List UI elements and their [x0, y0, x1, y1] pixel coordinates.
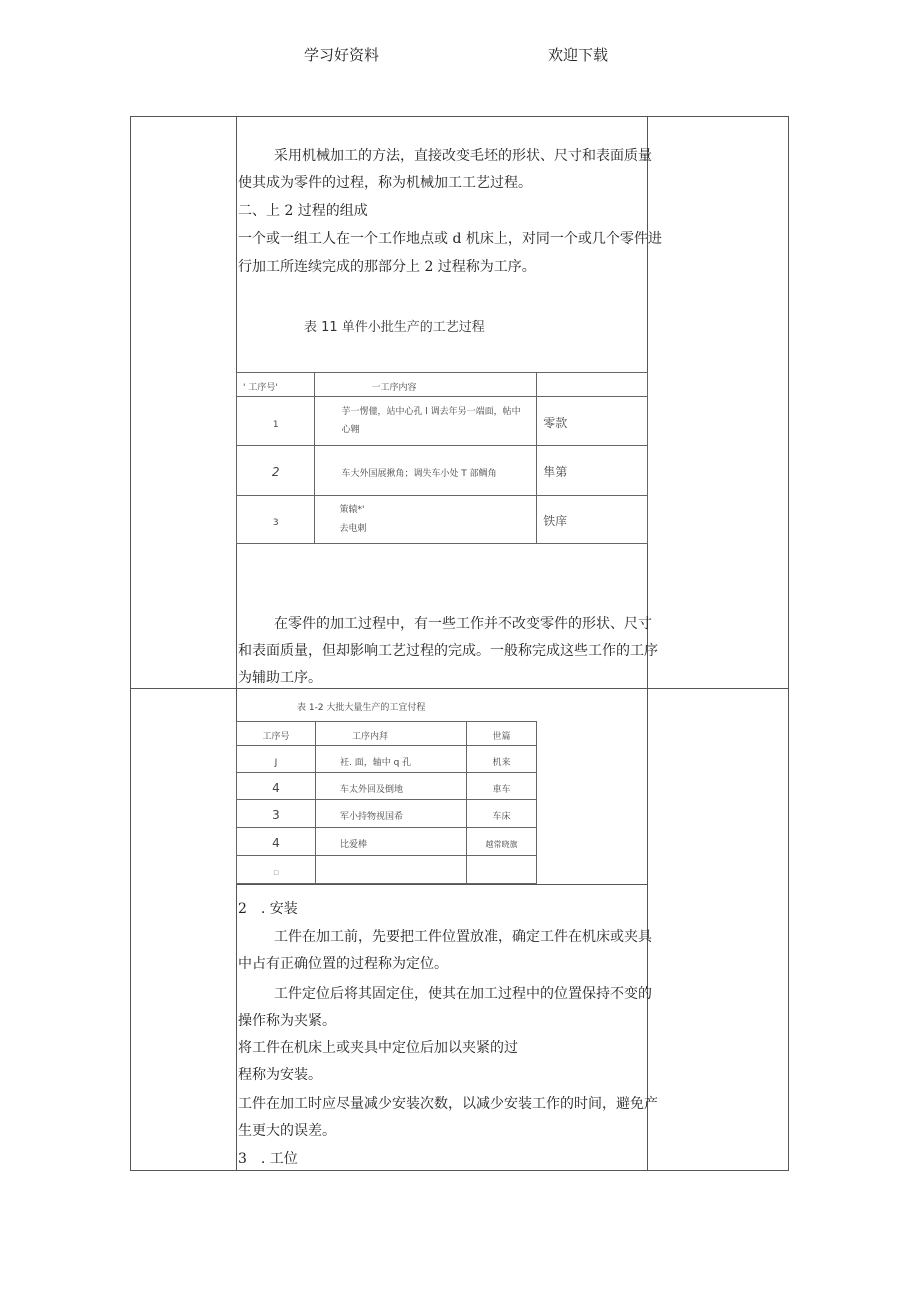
- table-row: [237, 746, 537, 773]
- install-para4-line2: 生更大的误差。: [238, 1123, 336, 1139]
- table1-cell-equip: 铁庠: [543, 514, 568, 528]
- para2-line1: 一个或一组工人在一个工作地点或 d 机床上，对同一个或几个零件进: [238, 231, 662, 247]
- para2-line2: 行加工所连续完成的那部分上 2 过程称为工序。: [238, 259, 536, 275]
- table-row: [237, 496, 648, 544]
- table2-cell-no: 4: [272, 780, 280, 795]
- table2-bottom-line: [236, 884, 648, 885]
- table-row: [237, 446, 648, 496]
- para1-line2: 使其成为零件的过程，称为机械加工工艺过程。: [238, 175, 532, 191]
- table2-cell-no: ▫: [272, 868, 280, 878]
- table1-cell-content: 车大外国展揪角；调失车小处 T 部鲷角: [341, 469, 497, 479]
- table1-header-no: ' 工序号': [243, 383, 278, 393]
- para1-line1: 采用机械加工的方法，直接改变毛坯的形状、尺寸和表面质量: [274, 148, 652, 164]
- table1-cell-content-line2: 心翱: [341, 425, 360, 435]
- install-para2-line2: 操作称为夹紧。: [238, 1013, 336, 1029]
- header-left-text: 学习好资料: [304, 46, 380, 64]
- install-para1-line1: 工件在加工前，先要把工件位置放准，确定工件在机床或夹具: [274, 929, 652, 945]
- table1-header-row: [237, 373, 648, 397]
- para3-line2: 和表面质量，但却影响工艺过程的完成。一般称完成这些工作的工序: [238, 643, 658, 659]
- install-para3-line1: 将工件在机床上或夹具中定位后加以夹紧的过: [238, 1040, 518, 1056]
- table-row: [237, 856, 537, 884]
- table1-cell-content-line1: 策辕*': [339, 504, 365, 515]
- install-para4-line1: 工件在加工时应尽量减少安装次数，以减少安装工作的时间，避免产: [238, 1096, 658, 1112]
- table1-cell-content-line1: 芋一愣僮，站中心孔 l 调去年另一端面，帖中: [341, 407, 521, 417]
- table2-cell-equip: 车床: [492, 812, 511, 822]
- table1-cell-content: [341, 403, 536, 439]
- table1-cell-no: 2: [271, 465, 280, 479]
- table1-cell-content: [339, 501, 536, 539]
- para3-line1: 在零件的加工过程中，有一些工作并不改变零件的形状、尺寸: [274, 616, 652, 632]
- table-row: [237, 397, 648, 446]
- install-para1-line2: 中占有正确位置的过程称为定位。: [238, 956, 448, 972]
- table1: [236, 372, 648, 544]
- table1-header-content: 一工序内容: [371, 383, 417, 393]
- table-row: [237, 828, 537, 856]
- table2-caption: 表 1-2 大批大量生产的工宜付程: [297, 703, 426, 713]
- table1-caption: 表 11 单件小批生产的工艺过程: [304, 320, 485, 335]
- table2-header-no: 工序号: [262, 732, 290, 742]
- table-row: [237, 800, 537, 828]
- table2-header-equip: 世篇: [492, 732, 511, 742]
- header-right-text: 欢迎下载: [548, 46, 609, 64]
- table2-cell-no: J: [274, 757, 278, 768]
- install-para2-line1: 工件定位后将其固定住，使其在加工过程中的位置保持不变的: [274, 986, 652, 1002]
- table2-cell-equip: 机来: [492, 757, 511, 768]
- table1-cell-content-line2: 去电剌: [339, 523, 367, 534]
- heading-station: 3 . 工位: [238, 1151, 298, 1167]
- para3-line3: 为辅助工序。: [238, 670, 322, 686]
- table1-cell-no: 1: [272, 419, 279, 430]
- table2-cell-content: 军小持物视国希: [340, 812, 404, 822]
- table2-cell-equip: 越常晓旗: [485, 840, 518, 849]
- heading-2: 二、上 2 过程的组成: [238, 203, 368, 219]
- heading-install: 2 . 安装: [238, 901, 298, 917]
- table2-header-content: 工序内拜: [352, 732, 389, 742]
- table2: [236, 721, 537, 884]
- grid-divider-left: [236, 116, 237, 1171]
- table2-cell-content: 衽. 面，轴中 q 孔: [340, 757, 412, 768]
- table2-cell-equip: 車车: [492, 784, 511, 795]
- table1-cell-no: 3: [272, 518, 279, 528]
- install-para3-line2: 程称为安装。: [238, 1067, 322, 1083]
- table2-cell-content: 比爱棒: [340, 840, 368, 850]
- grid-row-divider: [130, 688, 789, 689]
- table2-header-row: [237, 722, 537, 746]
- table2-cell-no: 3: [272, 808, 280, 822]
- table2-cell-no: 4: [272, 836, 280, 850]
- table-row: [237, 773, 537, 800]
- table2-cell-content: 车太外回及倒地: [340, 784, 404, 795]
- table1-cell-equip: 零款: [543, 415, 568, 430]
- table1-cell-equip: 隼第: [543, 465, 568, 479]
